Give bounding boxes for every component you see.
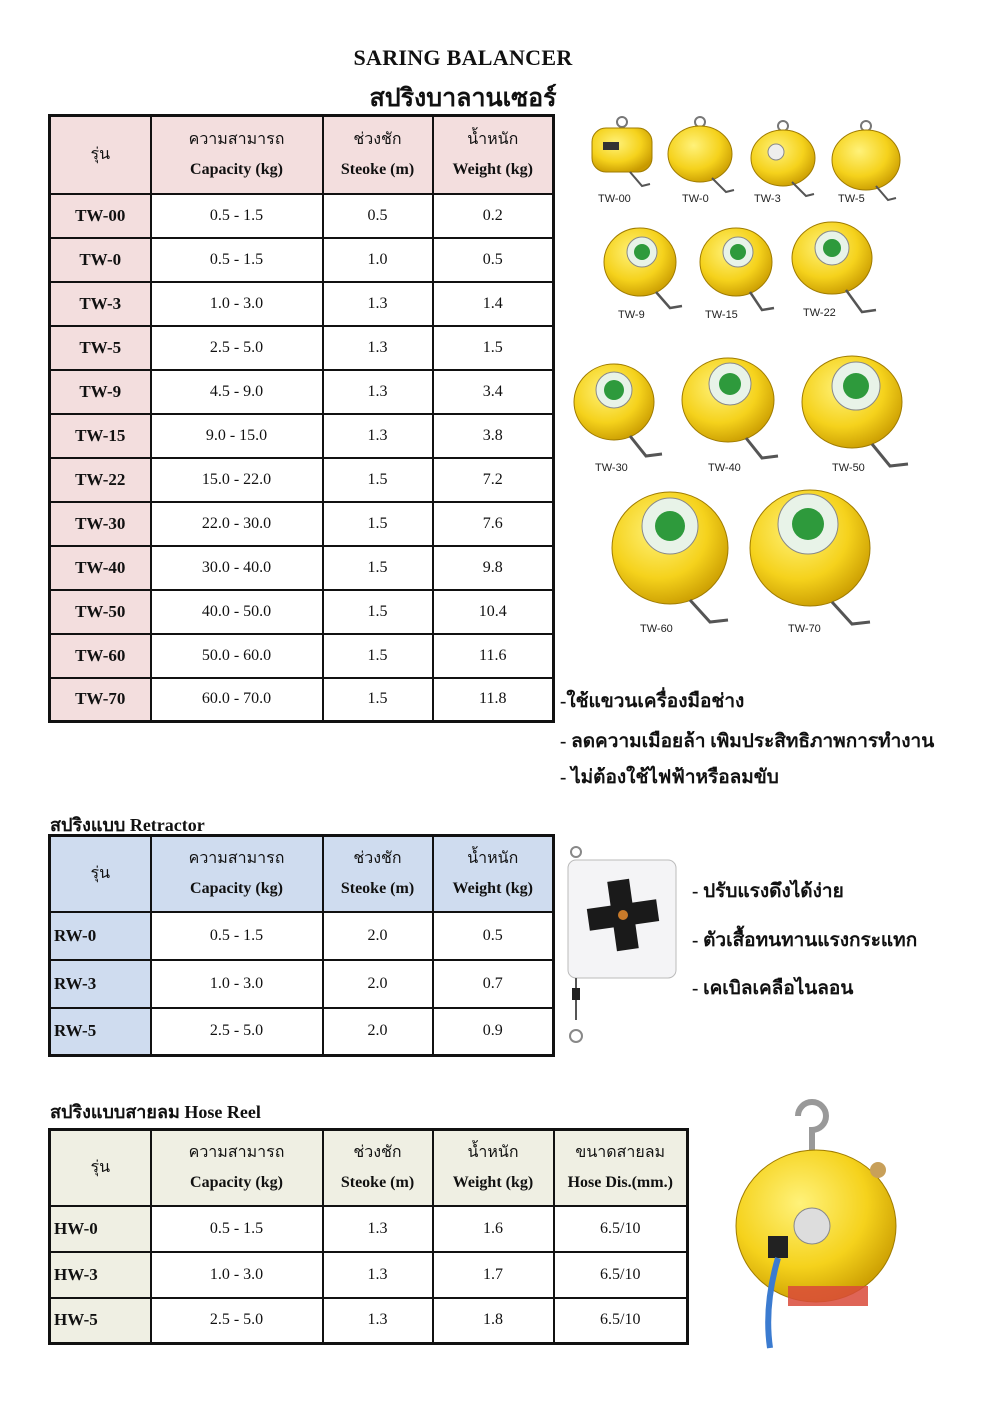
model-cell: TW-22: [50, 458, 151, 502]
balancer-icon-tw00: [592, 117, 652, 186]
value-cell: 1.3: [323, 370, 433, 414]
header-label: ช่วงชัก: [353, 849, 402, 867]
page-title-thai: สปริงบาลานเซอร์: [369, 85, 557, 112]
feature-bullet: - ไม่ต้องใช้ไฟฟ้าหรือลมขับ: [560, 767, 779, 788]
header-label: รุ่น: [90, 864, 111, 882]
balancer-icon-tw30: [574, 364, 662, 456]
value-cell: 30.0 - 40.0: [151, 546, 323, 590]
value-cell: 11.8: [433, 678, 554, 722]
header-model: [50, 1130, 151, 1206]
balancer-icon-tw15: [700, 228, 774, 310]
model-cell: HW-0: [50, 1206, 151, 1252]
table-row: [50, 634, 554, 678]
header-stroke: [323, 836, 433, 912]
value-cell: 1.4: [433, 282, 554, 326]
model-cell: HW-5: [50, 1298, 151, 1344]
header-label: ช่วงชัก: [353, 1143, 402, 1161]
value-cell: 1.5: [323, 458, 433, 502]
retractor-spec-table: [48, 834, 555, 1057]
header-label: ความสามารถ: [188, 849, 285, 867]
header-model: [50, 116, 151, 194]
balancer-icon-tw9: [604, 228, 682, 308]
header-label: รุ่น: [90, 1158, 111, 1176]
header-label: ช่วงชัก: [353, 130, 402, 148]
value-cell: 22.0 - 30.0: [151, 502, 323, 546]
model-cell: TW-3: [50, 282, 151, 326]
balancer-icon-tw5: [832, 121, 900, 200]
product-label-tw00: TW-00: [598, 193, 631, 205]
value-cell: 6.5/10: [554, 1252, 688, 1298]
value-cell: 1.0: [323, 238, 433, 282]
model-cell: TW-60: [50, 634, 151, 678]
model-cell: TW-5: [50, 326, 151, 370]
feature-bullet: - ปรับแรงดึงได้ง่าย: [692, 881, 844, 902]
table-row: [50, 1206, 688, 1252]
model-cell: RW-3: [50, 960, 151, 1008]
value-cell: 3.4: [433, 370, 554, 414]
header-capacity: [151, 116, 323, 194]
header-label: Capacity (kg): [190, 160, 283, 178]
model-cell: TW-70: [50, 678, 151, 722]
value-cell: 1.5: [323, 546, 433, 590]
model-cell: RW-0: [50, 912, 151, 960]
header-stroke: [323, 116, 433, 194]
retractor-product-photo: [562, 840, 682, 1060]
value-cell: 1.8: [433, 1298, 554, 1344]
value-cell: 0.5: [433, 238, 554, 282]
table-row: [50, 502, 554, 546]
header-label: น้ำหนัก: [467, 849, 519, 867]
product-label-tw30: TW-30: [595, 462, 628, 474]
header-weight: [433, 1130, 554, 1206]
value-cell: 1.7: [433, 1252, 554, 1298]
value-cell: 1.5: [323, 590, 433, 634]
model-cell: TW-0: [50, 238, 151, 282]
model-cell: TW-40: [50, 546, 151, 590]
header-label: Weight (kg): [452, 1173, 534, 1191]
feature-bullet: - เคเบิลเคลือไนลอน: [692, 978, 854, 999]
header-label: Steoke (m): [340, 1173, 415, 1191]
product-label-tw50: TW-50: [832, 462, 865, 474]
header-label: Steoke (m): [340, 160, 415, 178]
table-row: [50, 678, 554, 722]
value-cell: 0.9: [433, 1008, 554, 1056]
value-cell: 50.0 - 60.0: [151, 634, 323, 678]
balancer-icon-tw40: [682, 358, 778, 458]
value-cell: 0.5 - 1.5: [151, 912, 323, 960]
value-cell: 9.0 - 15.0: [151, 414, 323, 458]
header-label: Weight (kg): [452, 879, 533, 897]
model-cell: TW-15: [50, 414, 151, 458]
value-cell: 6.5/10: [554, 1298, 688, 1344]
feature-bullet: - ลดความเมือยล้า เพิมประสิทธิภาพการทำงาน: [560, 731, 935, 752]
value-cell: 1.3: [323, 1298, 433, 1344]
header-label: ความสามารถ: [188, 130, 285, 148]
header-label: Weight (kg): [452, 160, 533, 178]
hose-reel-product-photo: [728, 1086, 908, 1356]
value-cell: 1.3: [323, 282, 433, 326]
table-row: [50, 238, 554, 282]
balancer-spec-table: [48, 114, 555, 723]
hose-reel-spec-table: [48, 1128, 689, 1345]
product-label-tw40: TW-40: [708, 462, 741, 474]
table-row: [50, 912, 554, 960]
product-label-tw0: TW-0: [682, 193, 709, 205]
header-stroke: [323, 1130, 433, 1206]
table-row: [50, 194, 554, 238]
value-cell: 0.5: [323, 194, 433, 238]
model-cell: TW-30: [50, 502, 151, 546]
value-cell: 2.5 - 5.0: [151, 1008, 323, 1056]
header-label: Capacity (kg): [190, 879, 283, 897]
value-cell: 1.3: [323, 1252, 433, 1298]
model-cell: TW-9: [50, 370, 151, 414]
product-label-tw22: TW-22: [803, 307, 836, 319]
table-row: [50, 370, 554, 414]
header-capacity: [151, 836, 323, 912]
value-cell: 0.5 - 1.5: [151, 1206, 323, 1252]
value-cell: 0.5: [433, 912, 554, 960]
value-cell: 2.0: [323, 960, 433, 1008]
value-cell: 0.5 - 1.5: [151, 238, 323, 282]
header-label: ขนาดสายลม: [575, 1143, 666, 1161]
value-cell: 1.5: [323, 678, 433, 722]
value-cell: 0.2: [433, 194, 554, 238]
value-cell: 2.0: [323, 912, 433, 960]
value-cell: 60.0 - 70.0: [151, 678, 323, 722]
value-cell: 7.6: [433, 502, 554, 546]
value-cell: 3.8: [433, 414, 554, 458]
table-row: [50, 282, 554, 326]
value-cell: 15.0 - 22.0: [151, 458, 323, 502]
value-cell: 4.5 - 9.0: [151, 370, 323, 414]
table-row: [50, 1298, 688, 1344]
header-model: [50, 836, 151, 912]
value-cell: 6.5/10: [554, 1206, 688, 1252]
value-cell: 9.8: [433, 546, 554, 590]
table-row: [50, 590, 554, 634]
table-row: [50, 546, 554, 590]
balancer-icon-tw50: [802, 356, 908, 466]
header-label: Steoke (m): [340, 879, 415, 897]
value-cell: 1.5: [323, 502, 433, 546]
balancer-icon-tw3: [751, 121, 815, 196]
table-row: [50, 1008, 554, 1056]
product-label-tw70: TW-70: [788, 623, 821, 635]
page-title: SARING BALANCER: [353, 45, 573, 70]
value-cell: 1.0 - 3.0: [151, 282, 323, 326]
balancer-icon-tw70: [750, 490, 870, 624]
table-row: [50, 1252, 688, 1298]
feature-bullet: - ตัวเสื้อทนทานแรงกระแทก: [692, 930, 918, 951]
balancer-rows: [50, 194, 554, 722]
value-cell: 1.3: [323, 1206, 433, 1252]
value-cell: 1.0 - 3.0: [151, 1252, 323, 1298]
value-cell: 7.2: [433, 458, 554, 502]
feature-bullet: -ใช้แขวนเครื่องมือช่าง: [560, 691, 745, 712]
header-label: น้ำหนัก: [467, 1143, 519, 1161]
header-weight: [433, 836, 554, 912]
product-label-tw9: TW-9: [618, 309, 645, 321]
value-cell: 1.5: [323, 634, 433, 678]
value-cell: 0.7: [433, 960, 554, 1008]
header-label: Hose Dis.(mm.): [567, 1173, 673, 1191]
value-cell: 40.0 - 50.0: [151, 590, 323, 634]
model-cell: RW-5: [50, 1008, 151, 1056]
value-cell: 0.5 - 1.5: [151, 194, 323, 238]
hose-reel-section-title: สปริงแบบสายลม Hose Reel: [50, 1102, 261, 1122]
product-label-tw15: TW-15: [705, 309, 738, 321]
value-cell: 1.0 - 3.0: [151, 960, 323, 1008]
value-cell: 2.5 - 5.0: [151, 1298, 323, 1344]
value-cell: 2.5 - 5.0: [151, 326, 323, 370]
header-capacity: [151, 1130, 323, 1206]
header-label: ความสามารถ: [188, 1143, 285, 1161]
table-row: [50, 414, 554, 458]
value-cell: 10.4: [433, 590, 554, 634]
value-cell: 1.3: [323, 414, 433, 458]
product-label-tw60: TW-60: [640, 623, 673, 635]
balancer-icon-tw22: [792, 222, 876, 312]
header-hose-diameter: [554, 1130, 688, 1206]
model-cell: TW-50: [50, 590, 151, 634]
balancer-product-photos: [570, 112, 950, 642]
balancer-icon-tw60: [612, 492, 728, 622]
product-label-tw5: TW-5: [838, 193, 865, 205]
value-cell: 1.6: [433, 1206, 554, 1252]
value-cell: 1.5: [433, 326, 554, 370]
header-label: น้ำหนัก: [467, 130, 519, 148]
table-header-row: [50, 116, 554, 194]
table-header-row: [50, 836, 554, 912]
table-row: [50, 326, 554, 370]
value-cell: 1.3: [323, 326, 433, 370]
table-row: [50, 960, 554, 1008]
value-cell: 2.0: [323, 1008, 433, 1056]
header-weight: [433, 116, 554, 194]
product-label-tw3: TW-3: [754, 193, 781, 205]
retractor-section-title: สปริงแบบ Retractor: [50, 815, 205, 835]
value-cell: 11.6: [433, 634, 554, 678]
table-row: [50, 458, 554, 502]
model-cell: HW-3: [50, 1252, 151, 1298]
header-label: รุ่น: [90, 145, 111, 163]
model-cell: TW-00: [50, 194, 151, 238]
table-header-row: [50, 1130, 688, 1206]
balancer-icon-tw0: [668, 117, 734, 192]
header-label: Capacity (kg): [190, 1173, 283, 1191]
